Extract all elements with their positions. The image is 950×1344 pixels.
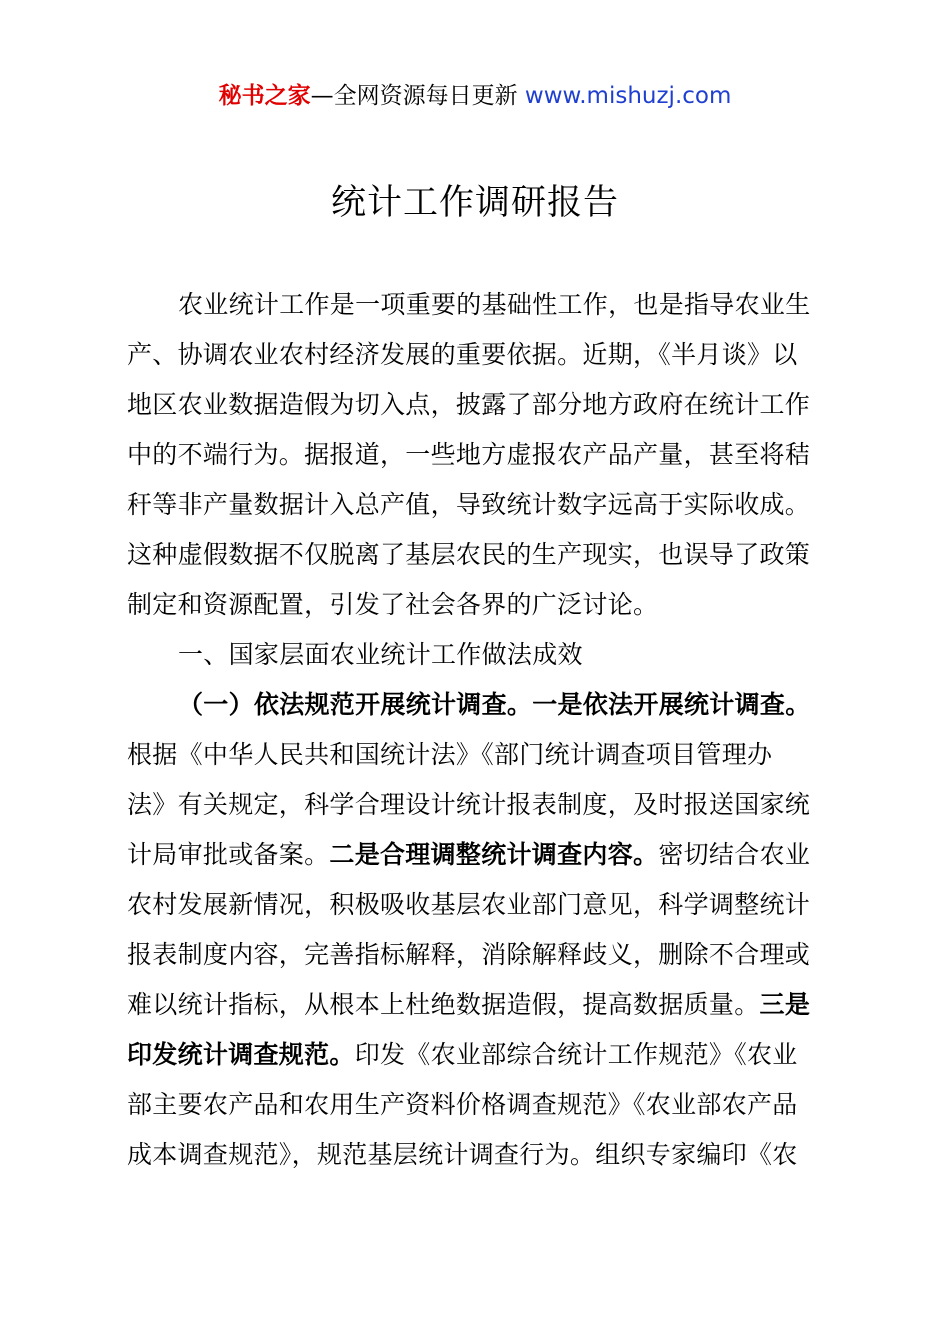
text-line: 地区农业数据造假为切入点，披露了部分地方政府在统计工作 <box>127 390 811 419</box>
text-line: 这种虚假数据不仅脱离了基层农民的生产现实，也误导了政策 <box>127 540 811 569</box>
text-line: 制定和资源配置，引发了社会各界的广泛讨论。 <box>127 590 659 619</box>
text-line: 秆等非产量数据计入总产值，导致统计数字远高于实际收成。 <box>127 490 811 519</box>
text-line: 部主要农产品和农用生产资料价格调查规范》《农业部农产品 <box>127 1090 798 1119</box>
text-line: 计局审批或备案。二是合理调整统计调查内容。密切结合农业 <box>127 840 811 869</box>
text-line: 产、协调农业农村经济发展的重要依据。近期，《半月谈》以 <box>127 340 798 369</box>
site-header <box>0 80 950 112</box>
site-tagline: —全网资源每日更新 <box>310 83 525 109</box>
text-line: 农村发展新情况，积极吸收基层农业部门意见，科学调整统计 <box>127 890 811 919</box>
text-line: 根据《中华人民共和国统计法》《部门统计调查项目管理办 <box>127 740 773 769</box>
text-line: 农业统计工作是一项重要的基础性工作，也是指导农业生 <box>178 290 811 319</box>
section-heading: 一、国家层面农业统计工作做法成效 <box>178 640 583 669</box>
site-brand: 秘书之家 <box>218 83 311 109</box>
text-line: 成本调查规范》，规范基层统计调查行为。组织专家编印《农 <box>127 1140 798 1169</box>
document-title: 统计工作调研报告 <box>330 183 619 223</box>
text-line: 难以统计指标，从根本上杜绝数据造假，提高数据质量。三是 <box>127 990 811 1019</box>
subsection-heading: （一）依法规范开展统计调查。一是依法开展统计调查。 <box>178 690 811 719</box>
text-line: 印发统计调查规范。印发《农业部综合统计工作规范》《农业 <box>127 1040 798 1069</box>
text-line: 中的不端行为。据报道，一些地方虚报农产品产量，甚至将秸 <box>127 440 811 469</box>
site-url-link[interactable]: www.mishuzj.com <box>524 83 732 109</box>
text-line: 报表制度内容，完善指标解释，消除解释歧义，删除不合理或 <box>127 940 811 969</box>
document-body <box>127 280 833 1180</box>
text-line: 法》有关规定，科学合理设计统计报表制度，及时报送国家统 <box>127 790 811 819</box>
